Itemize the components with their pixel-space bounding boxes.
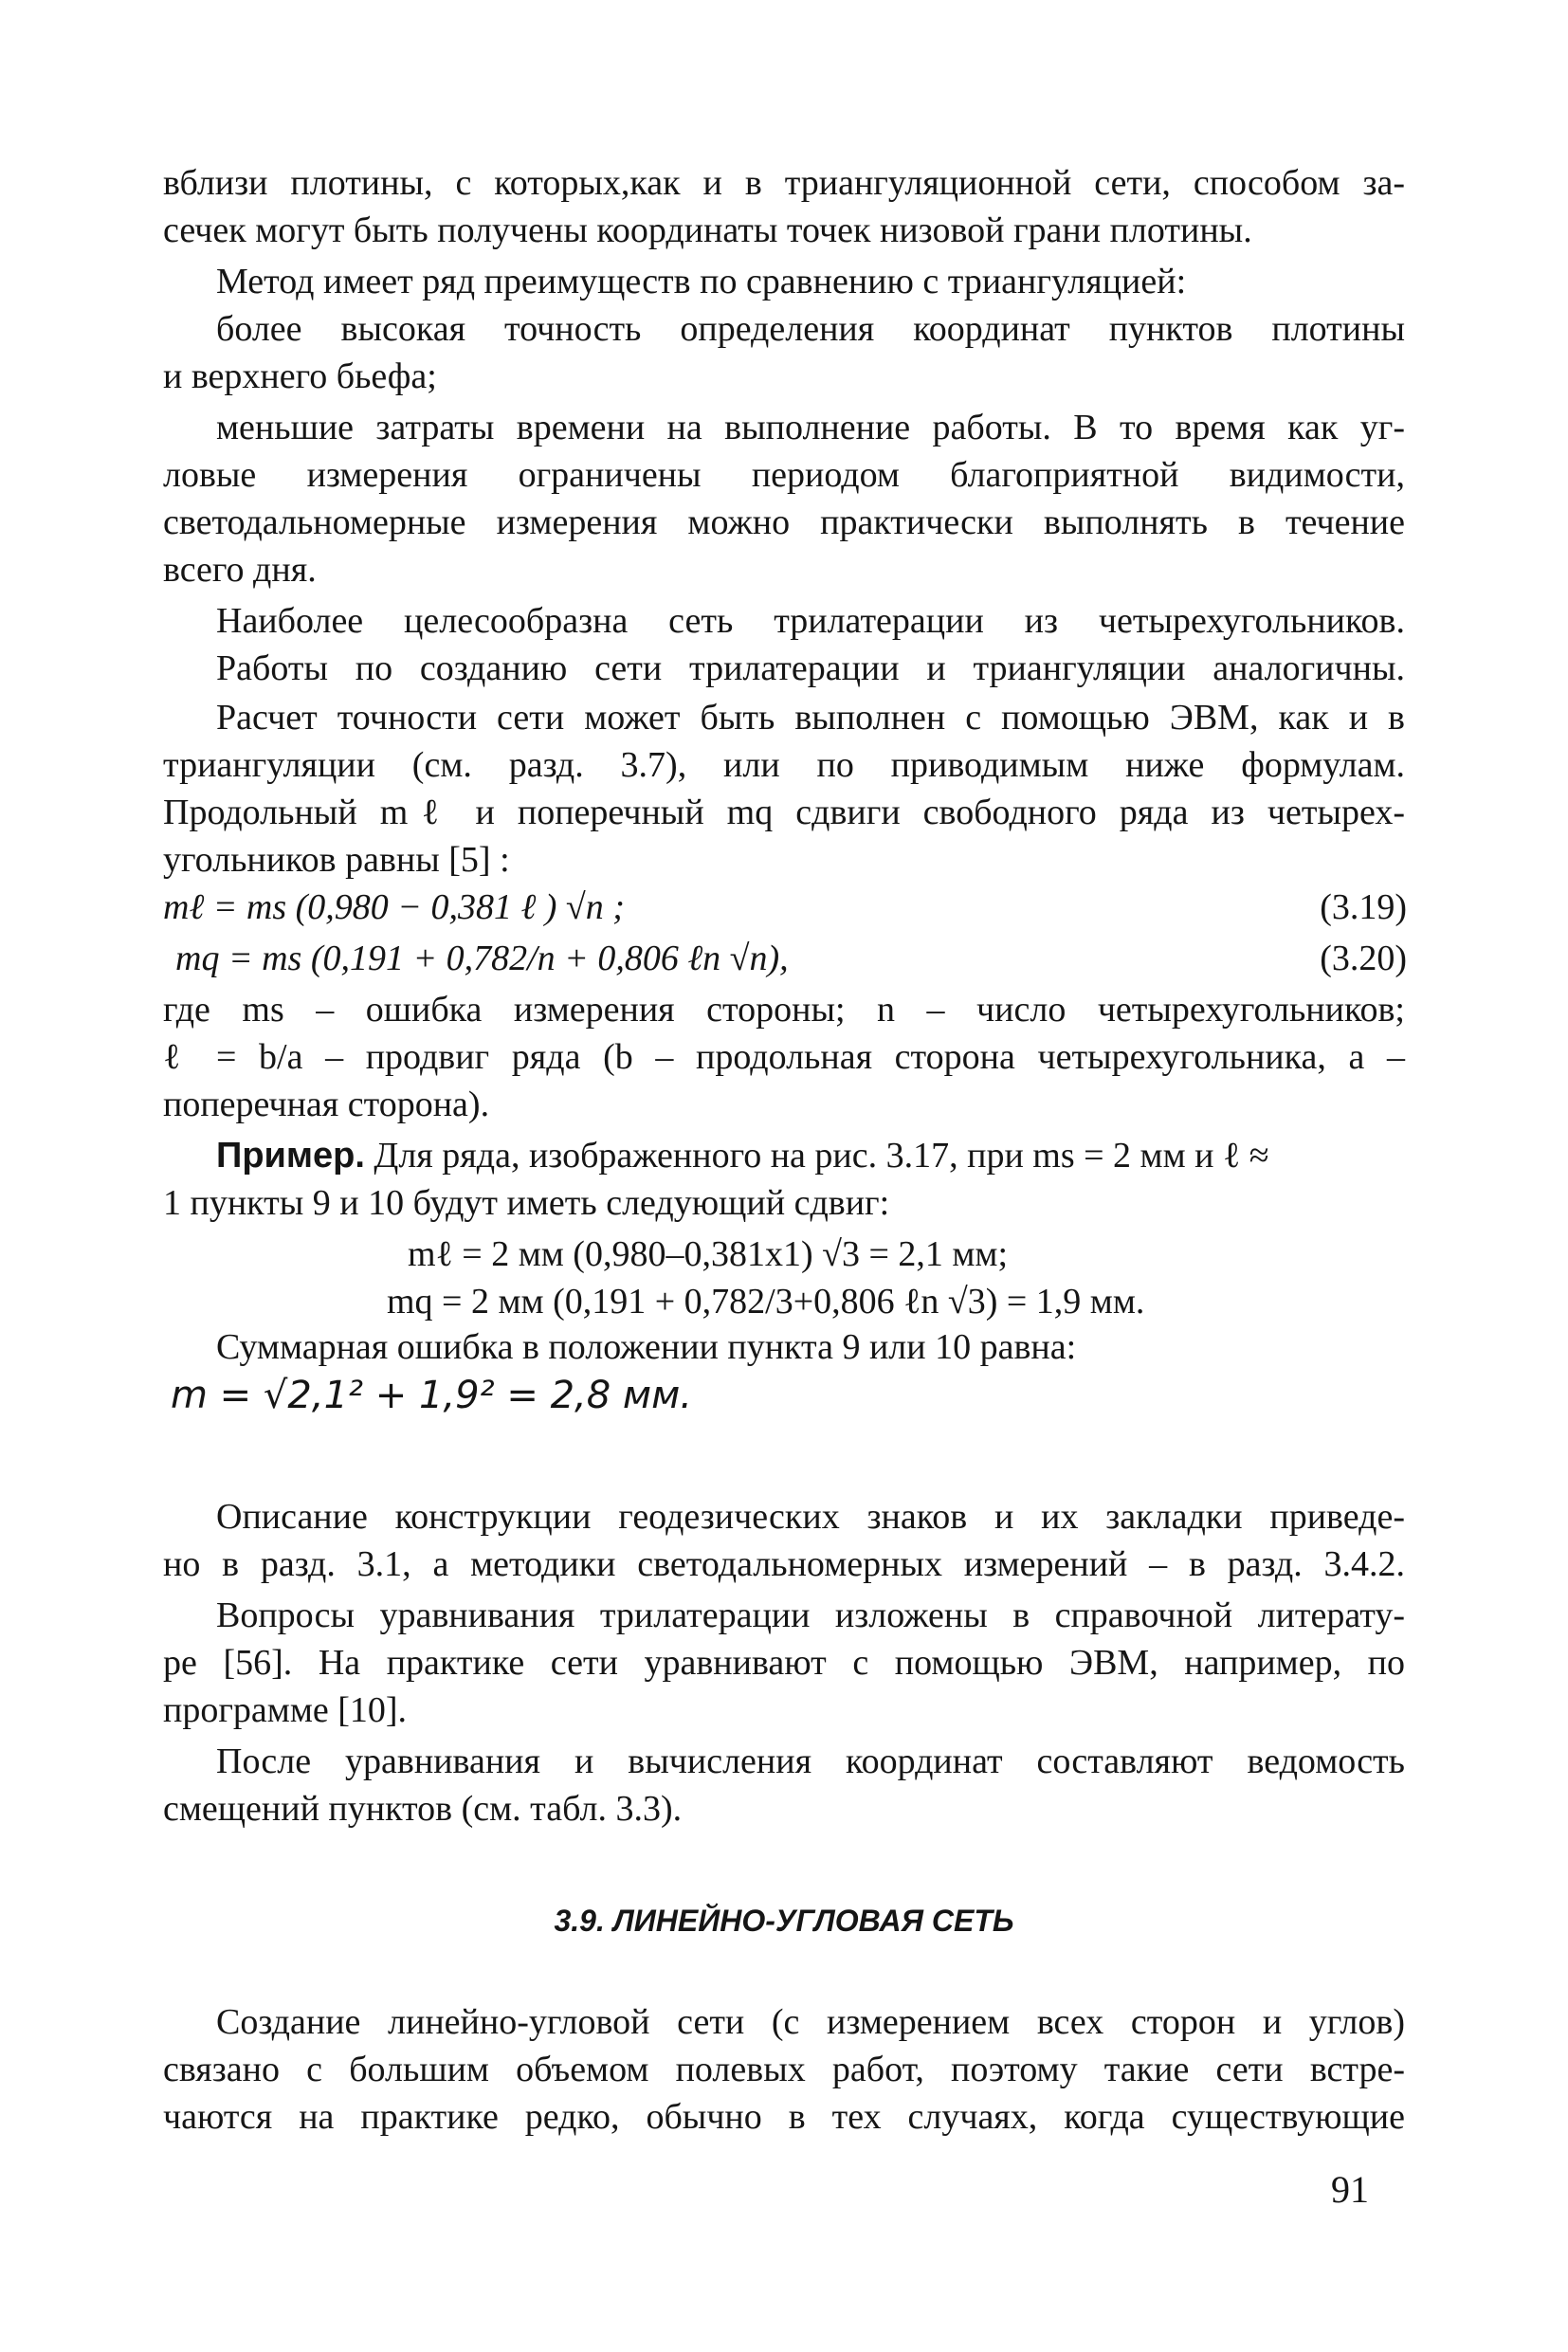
text-line: ℓ = b/a – продвиг ряда (b – продольная сторона четырехугольника, a – [163, 1037, 1405, 1077]
equation-3-19: mℓ = ms (0,980 − 0,381 ℓ ) √n ; [163, 887, 625, 927]
text-line: поперечная сторона). [163, 1085, 490, 1124]
text-line: Работы по созданию сети трилатерации и триангуляции аналогичны. [216, 648, 1405, 688]
text-line: Метод имеет ряд преимуществ по сравнению с триангуляцией: [216, 262, 1187, 301]
text-line: Расчет точности сети может быть выполнен с помощью ЭВМ, как и в [216, 698, 1405, 738]
equation-number: (3.19) [1320, 887, 1407, 927]
text-line: более высокая точность определения координат пунктов плотины [216, 309, 1405, 349]
text-line: угольников равны [5] : [163, 840, 510, 880]
equation-3-20: mq = ms (0,191 + 0,782/n + 0,806 ℓn √n), [175, 939, 789, 978]
text-line: Продольный mℓ и поперечный mq сдвиги свободного ряда из четырех- [163, 793, 1405, 832]
text-line: 1 пункты 9 и 10 будут иметь следующий сдвиг: [163, 1183, 890, 1223]
text-line: вблизи плотины, с которых,как и в триангуляционной сети, способом за- [163, 163, 1405, 203]
page-number: 91 [1331, 2168, 1369, 2211]
text-line: После уравнивания и вычисления координат составляют ведомость [216, 1741, 1405, 1781]
text-line: сечек могут быть получены координаты точек низовой грани плотины. [163, 210, 1252, 250]
text-line: Описание конструкции геодезических знаков и их закладки приведе- [216, 1497, 1405, 1537]
equation-number: (3.20) [1320, 939, 1407, 978]
section-heading: 3.9. ЛИНЕЙНО-УГЛОВАЯ СЕТЬ [554, 1904, 1014, 1938]
text-line: где ms – ошибка измерения стороны; n – число четырехугольников; [163, 990, 1405, 1030]
text-line: смещений пунктов (см. табл. 3.3). [163, 1789, 683, 1829]
example-text: Для ряда, изображенного на рис. 3.17, при ms = 2 мм и ℓ ≈ [374, 1136, 1269, 1176]
text-line: меньшие затраты времени на выполнение работы. В то время как уг- [216, 408, 1405, 447]
calculation-line: mℓ = 2 мм (0,980–0,381x1) √3 = 2,1 мм; [408, 1234, 1009, 1274]
text-line: связано с большим объемом полевых работ, поэтому такие сети встре- [163, 2050, 1405, 2089]
text-line: триангуляции (см. разд. 3.7), или по приводимым ниже формулам. [163, 745, 1405, 785]
text-line: Наиболее целесообразна сеть трилатерации из четырехугольников. [216, 601, 1405, 641]
text-line: светодальномерные измерения можно практически выполнять в течение [163, 502, 1405, 542]
example-line [216, 1132, 1405, 1179]
text-line: всего дня. [163, 550, 317, 590]
text-line: ловые измерения ограничены периодом благоприятной видимости, [163, 455, 1405, 495]
example-label: Пример. [216, 1136, 365, 1176]
text-line: и верхнего бьефа; [163, 356, 437, 396]
text-line: Создание линейно-угловой сети (с измерением всех сторон и углов) [216, 2002, 1405, 2042]
calculation-line: mq = 2 мм (0,191 + 0,782/3+0,806 ℓn √3) = 1,9 мм. [387, 1282, 1145, 1322]
text-line: ре [56]. На практике сети уравнивают с помощью ЭВМ, например, по [163, 1643, 1405, 1683]
text-line: программе [10]. [163, 1690, 408, 1730]
text-line: но в разд. 3.1, а методики светодальномерных измерений – в разд. 3.4.2. [163, 1544, 1405, 1584]
text-line: Суммарная ошибка в положении пункта 9 или 10 равна: [216, 1327, 1077, 1367]
text-line: Вопросы уравнивания трилатерации изложены в справочной литерату- [216, 1595, 1405, 1635]
text-line: чаются на практике редко, обычно в тех случаях, когда существующие [163, 2097, 1405, 2137]
handwritten-formula: m = √2,1² + 1,9² = 2,8 мм. [171, 1374, 692, 1417]
